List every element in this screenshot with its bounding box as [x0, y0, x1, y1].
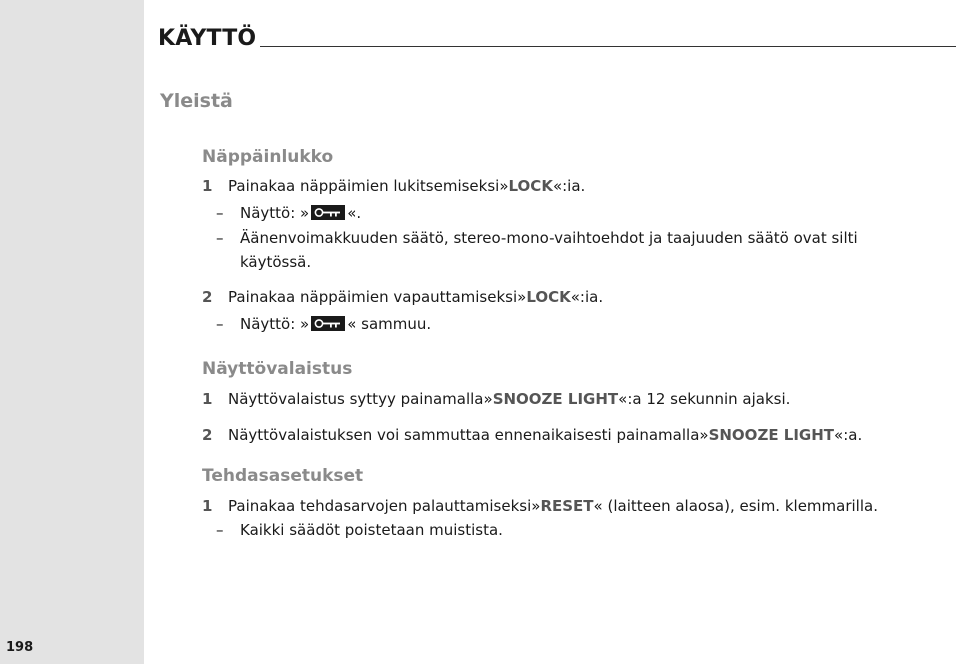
snooze-light-key-label: SNOOZE LIGHT — [708, 426, 835, 444]
key-icon — [311, 205, 345, 220]
snooze-light-key-label: SNOOZE LIGHT — [492, 390, 619, 408]
quote-open: » — [699, 426, 709, 444]
chapter-rule — [260, 46, 956, 47]
key-icon — [311, 316, 345, 331]
quote-open: » — [517, 288, 527, 306]
dash: – — [216, 229, 224, 247]
step-suffix: «:ia. — [570, 288, 604, 306]
step-number: 2 — [202, 426, 213, 444]
display-label: Näyttö: » — [240, 315, 310, 333]
keylock-note-line-1: Äänenvoimakkuuden säätö, stereo-mono-vaihtoehdot ja taajuuden säätö ovat silti — [240, 229, 858, 247]
backlight-step-1 — [202, 389, 942, 409]
display-suffix: « sammuu. — [347, 315, 432, 333]
step-number: 2 — [202, 288, 213, 306]
step-text: Painakaa näppäimien vapauttamiseksi — [228, 288, 518, 306]
step-suffix: « (laitteen alaosa), esim. klemmarilla. — [593, 497, 878, 515]
lock-key-label: LOCK — [508, 177, 553, 195]
dash: – — [216, 521, 224, 539]
keylock-note-line-2: käytössä. — [240, 253, 312, 271]
keylock-step-2 — [202, 287, 942, 307]
step-suffix: «:a. — [834, 426, 863, 444]
factory-note: Kaikki säädöt poistetaan muistista. — [240, 521, 503, 539]
display-suffix: «. — [347, 204, 362, 222]
quote-open: » — [499, 177, 509, 195]
step-text: Painakaa näppäimien lukitsemiseksi — [228, 177, 500, 195]
step-text: Näyttövalaistus syttyy painamalla — [228, 390, 484, 408]
page-number: 198 — [6, 640, 34, 655]
step-number: 1 — [202, 497, 213, 515]
quote-open: » — [531, 497, 541, 515]
section-title: Yleistä — [160, 90, 233, 112]
factory-heading: Tehdasasetukset — [202, 466, 364, 486]
lock-key-label: LOCK — [526, 288, 571, 306]
quote-open: » — [483, 390, 493, 408]
dash: – — [216, 204, 224, 222]
keylock-display-off — [240, 314, 431, 334]
backlight-step-2 — [202, 425, 942, 445]
reset-key-label: RESET — [540, 497, 594, 515]
backlight-heading: Näyttövalaistus — [202, 359, 353, 379]
step-suffix: «:a 12 sekunnin ajaksi. — [618, 390, 791, 408]
step-suffix: «:ia. — [552, 177, 586, 195]
keylock-display-on — [240, 203, 361, 223]
keylock-step-1 — [202, 176, 942, 196]
chapter-title: KÄYTTÖ — [158, 26, 257, 51]
keylock-heading: Näppäinlukko — [202, 147, 334, 167]
chapter-header — [158, 26, 956, 52]
step-text: Painakaa tehdasarvojen palauttamiseksi — [228, 497, 532, 515]
page-margin — [0, 0, 144, 664]
step-number: 1 — [202, 177, 213, 195]
dash: – — [216, 315, 224, 333]
step-text: Näyttövalaistuksen voi sammuttaa ennenaikaisesti painamalla — [228, 426, 700, 444]
step-number: 1 — [202, 390, 213, 408]
display-label: Näyttö: » — [240, 204, 310, 222]
factory-step-1 — [202, 496, 942, 516]
